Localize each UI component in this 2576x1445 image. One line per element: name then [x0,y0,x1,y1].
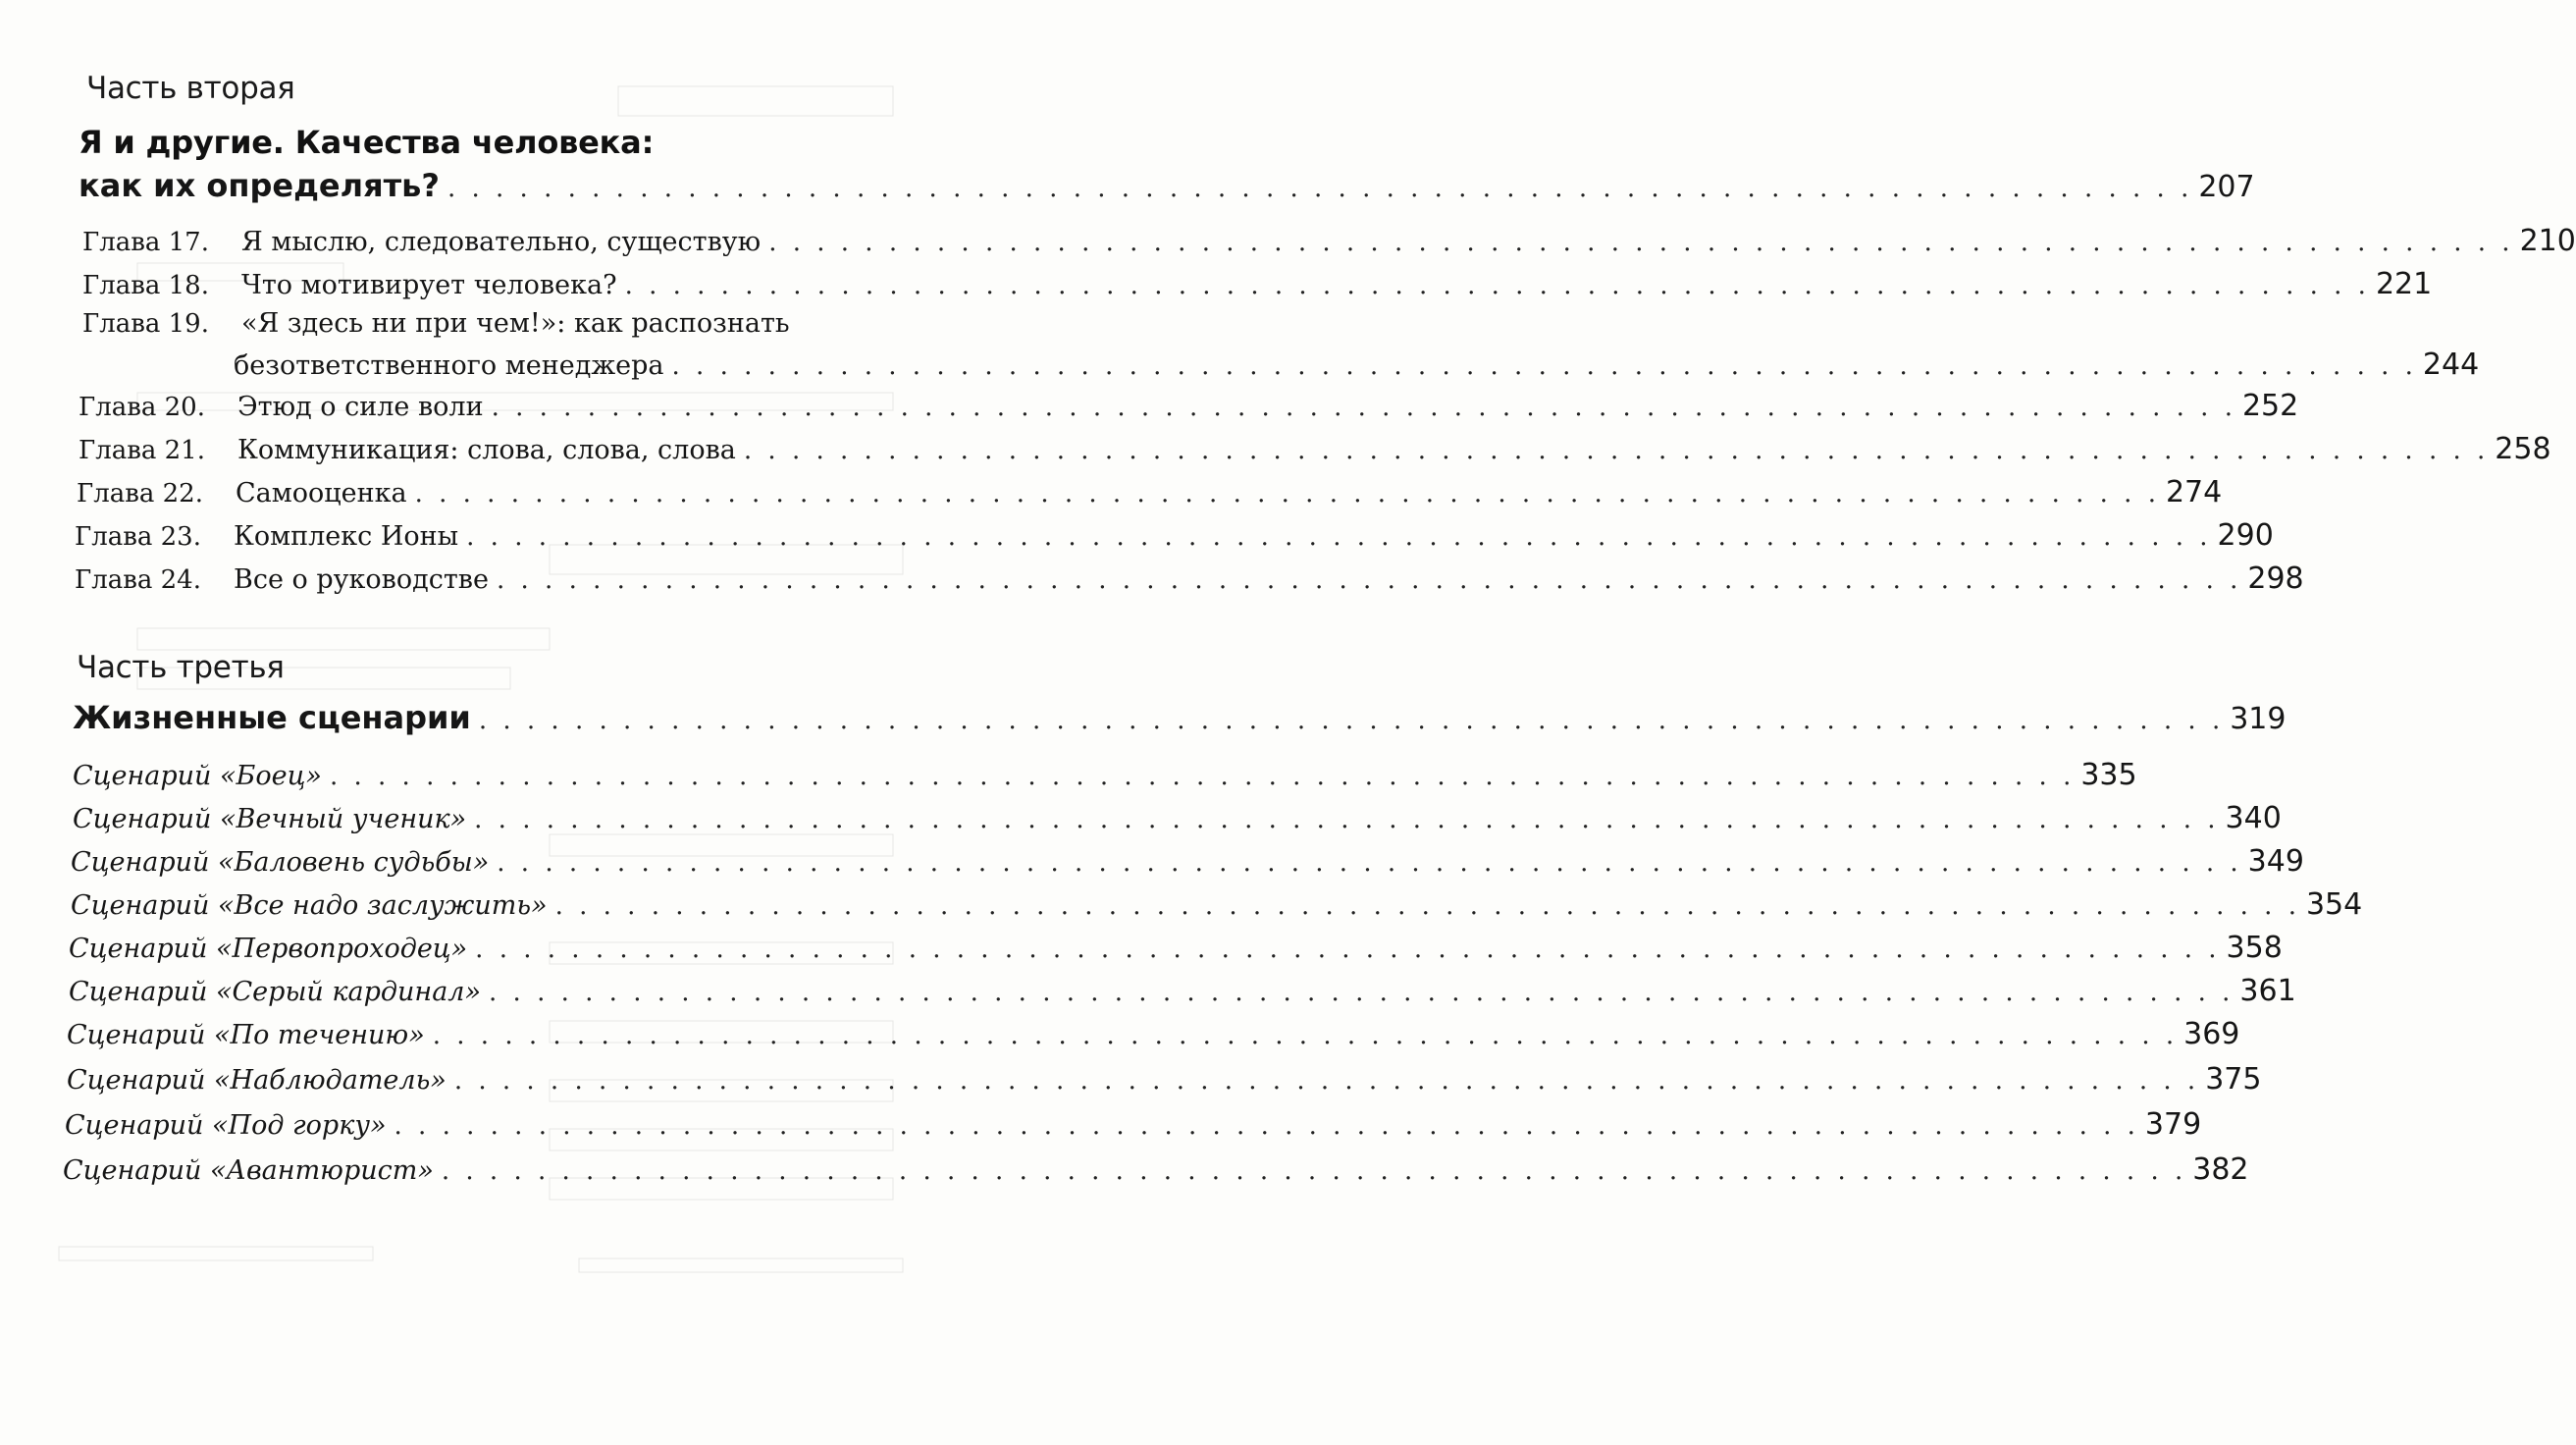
scenario-entry [65,1107,2202,1151]
scenario-entry [63,1152,2249,1196]
dot-leader: . . . . . . . . . . . . . . . . . . . . . . . . . . . . . . . . . . . . . . . . . . . . . . . . . . . . . . . . . . . . . . . . . . . . . . . . . [432,1021,2179,1050]
part-two-title-row [79,167,2255,210]
toc-entry [75,518,2274,562]
dot-leader: . . . . . . . . . . . . . . . . . . . . . . . . . . . . . . . . . . . . . . . . . . . . . . . . . . . . . . . . . . . . . . . . . . . . . . . . . [478,706,2225,735]
scenario-title: Сценарий «Серый кардинал» [69,977,482,1007]
chapter-number: Глава 21. [79,436,205,465]
part-three-title: Жизненные сценарии [73,699,471,736]
scenario-title: Сценарий «Наблюдатель» [67,1065,447,1096]
scenario-entry [73,758,2137,801]
chapter-title: «Я здесь ни при чем!»: как распознать [241,308,790,339]
toc-entry [75,562,2304,605]
scenario-title: Сценарий «Вечный ученик» [73,804,467,834]
page-number: 319 [2230,702,2287,736]
page-number: 349 [2247,844,2304,879]
dot-leader: . . . . . . . . . . . . . . . . . . . . . . . . . . . . . . . . . . . . . . . . . . . . . . . . . . . . . . . . . . . . . . . . . . . . . . . . . [496,565,2242,595]
chapter-number: Глава 18. [82,271,209,300]
scenario-entry [73,801,2282,844]
dot-leader: . . . . . . . . . . . . . . . . . . . . . . . . . . . . . . . . . . . . . . . . . . . . . . . . . . . . . . . . . . . . . . . . . . . . . . . . . [497,848,2242,878]
page-number: 290 [2217,518,2274,553]
scenario-entry [71,887,2363,931]
scenario-title: Сценарий «Боец» [73,761,322,791]
chapter-title: Этюд о силе воли [237,392,484,422]
chapter-number: Глава 23. [75,522,201,552]
page-number: 369 [2183,1017,2240,1051]
toc-entry [79,432,2551,475]
chapter-number: Глава 19. [82,309,209,339]
toc-entry-multiline [82,308,790,351]
chapter-title: Все о руководстве [234,564,489,595]
scenario-entry [71,844,2304,887]
scenario-title: Сценарий «Под горку» [65,1110,387,1141]
dot-leader: . . . . . . . . . . . . . . . . . . . . . . . . . . . . . . . . . . . . . . . . . . . . . . . . . . . . . . . . . . . . . . . . . . . . . . . . . [447,174,2193,203]
toc-entry [82,267,2433,310]
dot-leader: . . . . . . . . . . . . . . . . . . . . . . . . . . . . . . . . . . . . . . . . . . . . . . . . . . . . . . . . . . . . . . . . . . . . . . . . . [394,1111,2139,1141]
part-two-title-line1: Я и другие. Качества человека: [79,124,655,161]
dot-leader: . . . . . . . . . . . . . . . . . . . . . . . . . . . . . . . . . . . . . . . . . . . . . . . . . . . . . . . . . . . . . . . . . . . . . . . . . [414,479,2160,508]
chapter-number: Глава 17. [82,228,209,257]
chapter-title: Коммуникация: слова, слова, слова [237,435,736,465]
page-number: 274 [2165,475,2223,509]
page-number: 340 [2225,801,2282,835]
dot-leader: . . . . . . . . . . . . . . . . . . . . . . . . . . . . . . . . . . . . . . . . . . . . . . . . . . . . . . . . . . . . . . . . . . . . . . . . . [329,762,2076,791]
page-number: 298 [2247,562,2304,596]
toc-entry-continuation [234,348,2480,391]
chapter-title: Я мыслю, следовательно, существую [241,227,762,257]
page-number: 207 [2198,170,2255,204]
dot-leader: . . . . . . . . . . . . . . . . . . . . . . . . . . . . . . . . . . . . . . . . . . . . . . . . . . . . . . . . . . . . . . . . . . . . . . . . . [466,522,2212,552]
dot-leader: . . . . . . . . . . . . . . . . . . . . . . . . . . . . . . . . . . . . . . . . . . . . . . . . . . . . . . . . . . . . . . . . . . . . . . . . . [491,393,2236,422]
dot-leader: . . . . . . . . . . . . . . . . . . . . . . . . . . . . . . . . . . . . . . . . . . . . . . . . . . . . . . . . . . . . . . . . . . . . . . . . . [768,228,2514,257]
toc-entry [79,389,2299,432]
page-number: 379 [2144,1107,2202,1142]
scenario-entry [69,974,2296,1017]
dot-leader: . . . . . . . . . . . . . . . . . . . . . . . . . . . . . . . . . . . . . . . . . . . . . . . . . . . . . . . . . . . . . . . . . . . . . . . . . [474,805,2220,834]
page-number: 358 [2226,931,2283,965]
part-three-label: Часть третья [77,650,285,685]
part-two-title-line2: как их определять? [79,167,440,204]
scenario-title: Сценарий «По течению» [67,1020,425,1050]
chapter-title-line2: безответственного менеджера [234,350,664,381]
part-three-title-row [73,699,2287,742]
page-number: 361 [2239,974,2296,1008]
chapter-title: Что мотивирует человека? [241,270,617,300]
page-number: 354 [2305,887,2363,922]
toc-entry [77,475,2223,518]
dot-leader: . . . . . . . . . . . . . . . . . . . . . . . . . . . . . . . . . . . . . . . . . . . . . . . . . . . . . . . . . . . . . . . . . . . . . . . . . [489,978,2234,1007]
dot-leader: . . . . . . . . . . . . . . . . . . . . . . . . . . . . . . . . . . . . . . . . . . . . . . . . . . . . . . . . . . . . . . . . . . . . . . . . . [624,271,2370,300]
scenario-title: Сценарий «Авантюрист» [63,1155,434,1186]
scenario-title: Сценарий «Баловень судьбы» [71,847,490,878]
page-number: 382 [2192,1152,2249,1187]
dot-leader: . . . . . . . . . . . . . . . . . . . . . . . . . . . . . . . . . . . . . . . . . . . . . . . . . . . . . . . . . . . . . . . . . . . . . . . . . [475,935,2221,964]
dot-leader: . . . . . . . . . . . . . . . . . . . . . . . . . . . . . . . . . . . . . . . . . . . . . . . . . . . . . . . . . . . . . . . . . . . . . . . . . [453,1066,2200,1096]
dot-leader: . . . . . . . . . . . . . . . . . . . . . . . . . . . . . . . . . . . . . . . . . . . . . . . . . . . . . . . . . . . . . . . . . . . . . . . . . [554,891,2300,921]
dot-leader: . . . . . . . . . . . . . . . . . . . . . . . . . . . . . . . . . . . . . . . . . . . . . . . . . . . . . . . . . . . . . . . . . . . . . . . . . [743,436,2490,465]
page-number: 375 [2205,1062,2262,1097]
chapter-number: Глава 20. [79,393,205,422]
scenario-title: Сценарий «Все надо заслужить» [71,890,548,921]
scenario-title: Сценарий «Первопроходец» [69,934,468,964]
dot-leader: . . . . . . . . . . . . . . . . . . . . . . . . . . . . . . . . . . . . . . . . . . . . . . . . . . . . . . . . . . . . . . . . . . . . . . . . . [441,1156,2187,1186]
page-number: 258 [2495,432,2551,466]
part-two-label: Часть вторая [86,71,295,106]
chapter-title: Комплекс Ионы [234,521,459,552]
chapter-title: Самооценка [236,478,407,508]
page-number: 252 [2241,389,2299,423]
page-number: 244 [2422,348,2480,382]
scenario-entry [69,931,2283,974]
scenario-entry [67,1062,2262,1105]
scenario-entry [67,1017,2240,1060]
dot-leader: . . . . . . . . . . . . . . . . . . . . . . . . . . . . . . . . . . . . . . . . . . . . . . . . . . . . . . . . . . . . . . . . . . . . . . . . . [671,351,2417,381]
page-number: 335 [2080,758,2137,792]
chapter-number: Глава 22. [77,479,203,508]
toc-entry [82,224,2576,267]
chapter-number: Глава 24. [75,565,201,595]
page-number: 221 [2375,267,2433,301]
page-number: 210 [2519,224,2576,258]
